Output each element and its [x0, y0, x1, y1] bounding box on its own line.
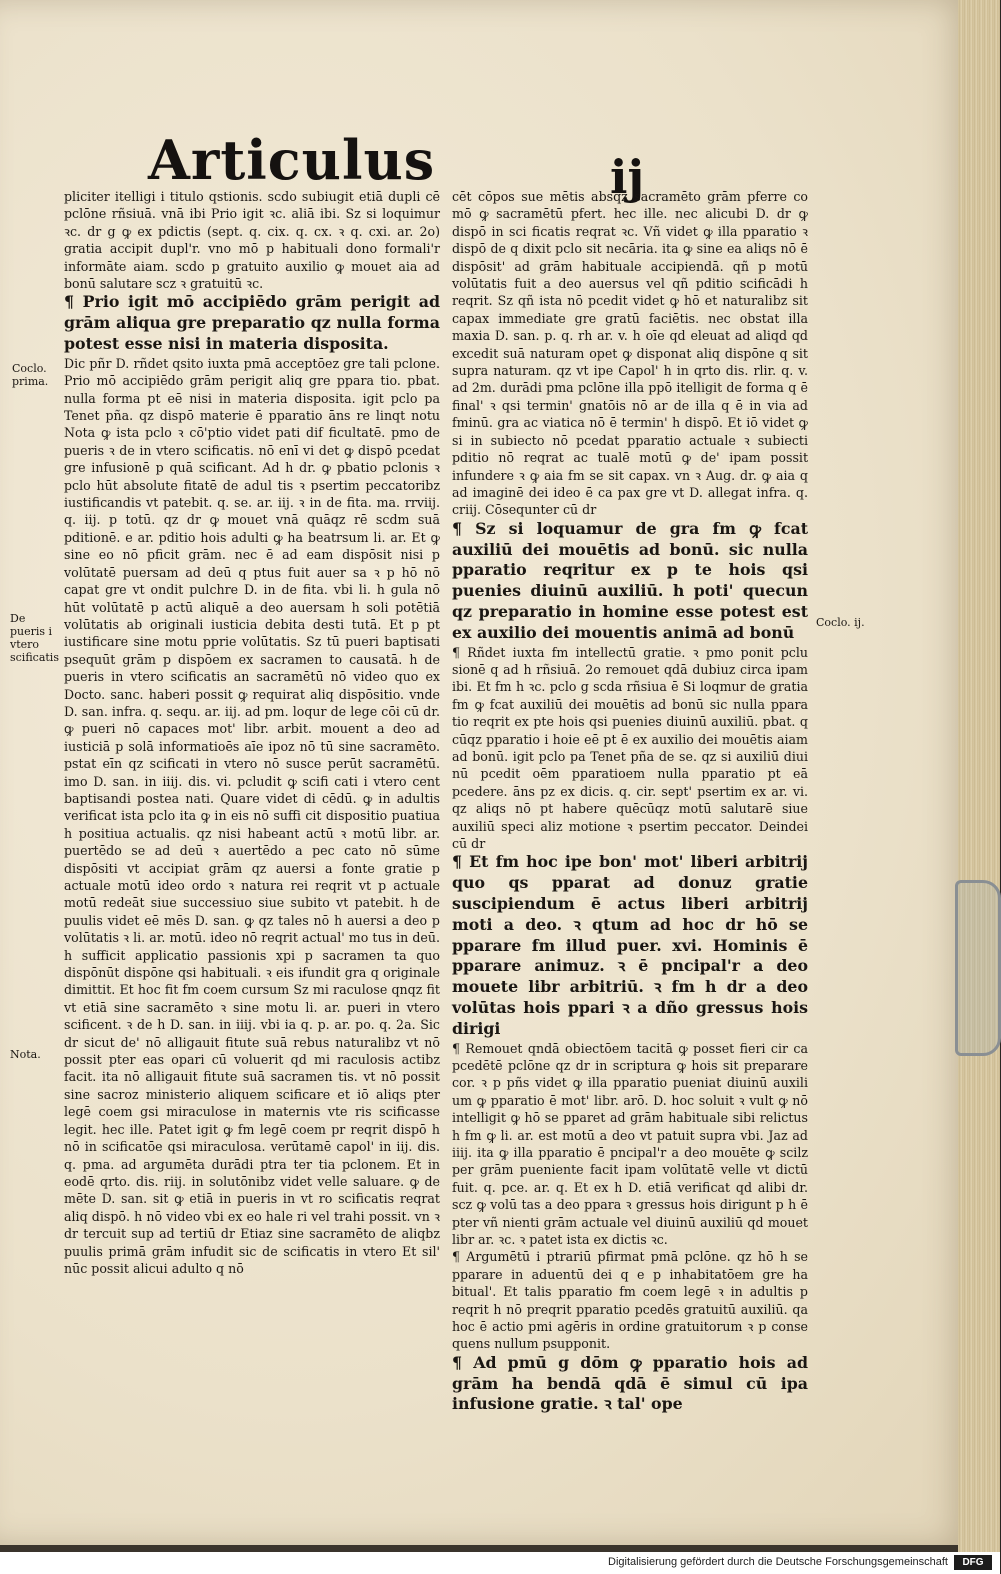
margin-note-left-2: De pueris i vtero scificatis: [10, 612, 59, 664]
left-paragraph: pliciter itelligi i titulo qstionis. scdo subiugit etiā dupli cē pclōne rñsiuā. vnā ibi Prio igit ꝛc. aliā ibi. Sz si loquimur ꝛc. dr g ꝙ ex pdictis (sept. q. cix. q. cx. ꝛ q. cxi. ar. 2o) gratia accipit dupl'r. vno mō p habituali dono formali'r informāte aiam. scdo p gratuito auxilio ꝙ mouet aia ad bonū salutare scz ꝛ gratuitū ꝛc.: [64, 189, 440, 292]
margin-note-right-1: Coclo. ij.: [816, 616, 865, 629]
digitization-footer: [0, 1552, 1000, 1574]
left-paragraph: Dic pñr D. rñdet qsito iuxta pmā acceptōez gre tali pclone. Prio mō accipiēdo grām perigit aliq gre ppara tio. pbat. nulla forma pt eē nisi in materia disposita. igit pclo pa Tenet pña. qz dispō materie ē pparatio āns re linqt notu Nota ꝙ ista pclo ꝛ cō'ptio videt pati dif ficultatē. pmo de pueris ꝛ de in vtero scificatis. nō enī vi det ꝙ dispō pcedat gre infusionē p quā scificant. Ad h dr. ꝙ pbatio pclonis ꝛ pclo hūt absolute fitatē de adul tis ꝛ psertim peccatoribz iustificandis vt patebit. q. se. ar. iij. ꝛ in de fita. ma. rrviij. q. iij. p totū. qz dr ꝙ mouet vnā quāqz rē scdm suā pditionē. e ar. pditio hois adulti ꝙ ha beatrsum li. ar. Et ꝙ sine eo nō pficit grām. nec ē ad eam dispōsit nisi p volūtatē puersam ad deū q ptus fuit auer sa ꝛ p hō nō capat gre vt ondit pulchre D. in de fita. vbi li. h gula nō hūt volūtatē p actū aliquē a deo auersam h soli potētiā volūtatis ab originali iusticia debita desti tutā. Et p pt iustificare sine motu pprie volūtatis. Sz tū pueri baptisati psequūt grām p dispōem ex sacramen to causatā. h de pueris in vtero scificatis an sacramētū nō video quo ex Docto. sanc. haberi possit ꝙ requirat aliq dispōsitio. vnde D. san. infra. q. sequ. ar. iij. ad pm. loqur de lege cōi cū dr. ꝙ pueri nō capaces mot' libr. arbit. mouent a deo ad iusticiā p solā informatioēs aīe ipoz nō tū sine sacramēto. pstat eīn qz scificati in vtero nō susce perūt sacramētū. imo D. san. in iiij. dis. vi. pcludit ꝙ scifi cati i vtero cent baptisandi postea nati. Quare videt di cēdū. ꝙ in adultis verificat ista pclo ita ꝙ in eis nō suffi cit dispositio puatiua h positiua actualis. qz nisi habeant actū ꝛ motū libr. ar. puertēdo se ad deū ꝛ auertēdo a pec cato nō sūme dispōsiti vt accipiat grām qz auersi a fonte gratie p actuale motū ideo ordo ꝛ natura rei reqrit vt p actuale motū redeāt siue successiuo siue subito vt patebit. h de puulis videt eē mēs D. san. ꝙ qz tales nō h auersi a deo p volūtatis ꝛ li. ar. motū. ideo nō reqrit actual' mo tus in deū. h sufficit applicatio passionis xpi p sacramen ta quo dispōnūt dispōne qsi habituali. ꝛ eis ifundit gra q originale dimittit. Et hoc fit fm coem cursum Sz mi raculose qnqz fit vt etiā sine sacramēto ꝛ sine motu li. ar. pueri in vtero scificent. ꝛ de h D. san. in iiij. vbi ia q. p. ar. po. q. 2a. Sic dr sicut de' nō alligauit fitute suā rebus naturalibz vt nō possit pter eas opari cū voluerit qd mi raculosis actibz facit. ita nō alligauit fitute suā sacramen tis. vt nō possit sine sacroz ministerio aliquem scificare et iō aliqs pter legē coem gsi miraculose in maternis vte ris scificasse legit. hec ille. Patet igit ꝙ fm legē coem pr reqrit dispō h nō in scificatōe qsi miraculosa. verūtamē capol' in iij. dis. q. pma. ad argumēta durādi ptra ter tia pclonem. Et in eodē qrto. dis. riij. in solutōnibz videt velle saluare. ꝙ de mēte D. san. sit ꝙ etiā in pueris in vt ro scificatis reqrat aliq dispō. h nō video vbi ex eo hale ri vel trahi possit. vn ꝛ dr tercuit sup ad tertiū dr Etiaz sine sacramēto de aliqbz puulis primā grām infudit sic de scificatis in vtero Et sil' nūc possit alicui adulto q nō: [64, 355, 440, 1276]
margin-note-left-3: Nota.: [10, 1048, 41, 1061]
right-paragraph: ¶ Remouet qndā obiectōem tacitā ꝙ posset fieri cir ca pcedētē pclōne qz dr in scriptura ꝙ hois sit preparare cor. ꝛ p pñs videt ꝙ illa pparatio pueniat diuinū auxili um ꝙ pparatio ē mot' libr. arō. D. hoc soluit ꝛ vult ꝙ nō intelligit ꝙ hō se pparet ad grām habituale sibi relictus h fm ꝙ li. ar. est motū a deo vt patuit supra vbi. Jaz ad iiij. ita ꝙ illa pparatio ē pncipal'r a deo mouēte ꝙ scilz per grām pueniente facit ipam volūtatē velle vt dictū fuit. q. pce. ar. q. Et ex h D. etiā verificat qd alibi dr. scz ꝙ volū tas a deo ppara ꝛ gressus hois dirigunt p h ē pter vñ nienti grām actuale vel diuinū auxiliū qd mouet libr ar. ꝛc. ꝛ patet ista ex dictis ꝛc.: [452, 1040, 808, 1248]
dfg-logo-icon: DFG: [954, 1555, 992, 1570]
page-heading: Articulus: [148, 128, 436, 192]
right-paragraph-heading: ¶ Ad pmū g dōm ꝙ pparatio hois ad grām ha bendā qdā ē simul cū ipa infusione gratie. ꝛ tal' ope: [452, 1352, 808, 1414]
right-paragraph: cēt cōpos sue mētis absqz sacramēto grām pferre co mō ꝙ sacramētū pfert. hec ille. nec alicubi D. dr ꝙ dispō in sci ficatis reqrat ꝛc. Vñ videt ꝙ illa pparatio ꝛ dispō de q dixit pclo sit necāria. ita ꝙ sine ea aliqs nō ē dispōsit' ad grām habituale accipiendā. qñ p motū volūtatis fuit a deo auersus vel qñ pditio scificādi h reqrit. Sz qñ ista nō pcedit videt ꝙ hō et naturalibz sit capax immediate gre gratū faciētis. nec obstat illa maxia D. san. p. q. rh ar. v. h oīe qd eleuat ad aliqd qd excedit suā naturam opet ꝙ disponat aliq dispōne q sit supra naturam. qz vt ipe Capol' h in qrto dis. rlir. q. v. ad 2m. durādi pma pclōne illa ppō itelligit de forma q ē final' ꝛ qsi termin' gnatōis nō ar de illa q ē in via ad fminū. gra ac viatica nō ē termin' h dispō. Et iō videt ꝙ si in subiecto nō pcedat pparatio actuale ꝛ subiecti pditio nō reqrat ac tualē motū ꝙ de' ipam possit infundere ꝛ ꝙ aia fm se sit capax. vn ꝛ Aug. dr. ꝙ aia q ad imaginē dei ideo ē ca pax gre vt D. allegat infra. q. criij. Cōsequnter cū dr: [452, 189, 808, 518]
page-clip: [955, 880, 1001, 1056]
right-text-column: [452, 188, 808, 1414]
right-paragraph-heading: ¶ Sz si loquamur de gra fm ꝙ fcat auxiliū dei mouētis ad bonū. sic nulla pparatio reqritur ex p te hois qsi puenies diuinū auxiliū. h poti' quecun qz preparatio in homine esse potest est ex auxilio dei mouentis animā ad bonū: [452, 518, 808, 642]
footer-credit: Digitalisierung gefördert durch die Deutsche Forschungsgemeinschaft: [608, 1556, 948, 1568]
right-paragraph: ¶ Argumētū i ptrariū pfirmat pmā pclōne. qz hō h se pparare in aduentū dei q e p inhabitatōem gre ha bitual'. Et talis pparatio fm coem legē ꝛ in adultis p reqrit h nō preqrit pparatio pcedēs gratuitū auxiliū. qa hoc ē actio pmi agēris in ordine gratuitorum ꝛ p conse quens nullum psupponit.: [452, 1249, 808, 1352]
right-paragraph-heading: ¶ Et fm hoc ipe bon' mot' liberi arbitrij quo qs pparat ad donuz gratie suscipiendum ē actus liberi arbitrij moti a deo. ꝛ qtum ad hoc dr hō se pparare fm illud puer. xvi. Hominis ē pparare animuz. ꝛ ē pncipal'r a deo mouete libr arbitriū. ꝛ fm h dr a deo volūtas hois ppari ꝛ a dño gressus hois dirigi: [452, 852, 808, 1038]
left-text-column: [64, 188, 440, 1276]
right-paragraph: ¶ Rñdet iuxta fm intellectū gratie. ꝛ pmo ponit pclu sionē q ad h rñsiuā. 2o remouet qdā dubiuz circa ipam ibi. Et fm h ꝛc. pclo g scda rñsiua ē Si loqmur de gratia fm ꝙ fcat auxiliū dei mouētis ad bonū sic nulla ppara tio reqrit ex pte hois qsi puenies diuinū auxiliū. pbat. q cūqz pparatio i hoie eē pt ē ex auxilio dei mouētis aiam ad bonū. igit pclo pa Tenet pña de se. qz si auxiliū diui nū pcedit oēm pparatioem nulla pparatio pt eā pcedere. āns pz ex dicis. q. cir. sept' psertim ex ar. vi. qz aliqs nō pt habere quēcūqz motū salutarē siue auxiliū speci aliz motione ꝛ psertim peccator. Deindei cū dr: [452, 644, 808, 851]
left-paragraph-heading: ¶ Prio igit mō accipiēdo grām perigit ad grām aliqua gre preparatio qz nulla forma potest esse nisi in materia disposita.: [64, 292, 440, 354]
margin-note-left-1: Coclo. prima.: [12, 362, 49, 388]
bleed-through-text: [620, 110, 880, 170]
page-edges: [958, 0, 1000, 1552]
article-number: ij: [610, 150, 645, 204]
